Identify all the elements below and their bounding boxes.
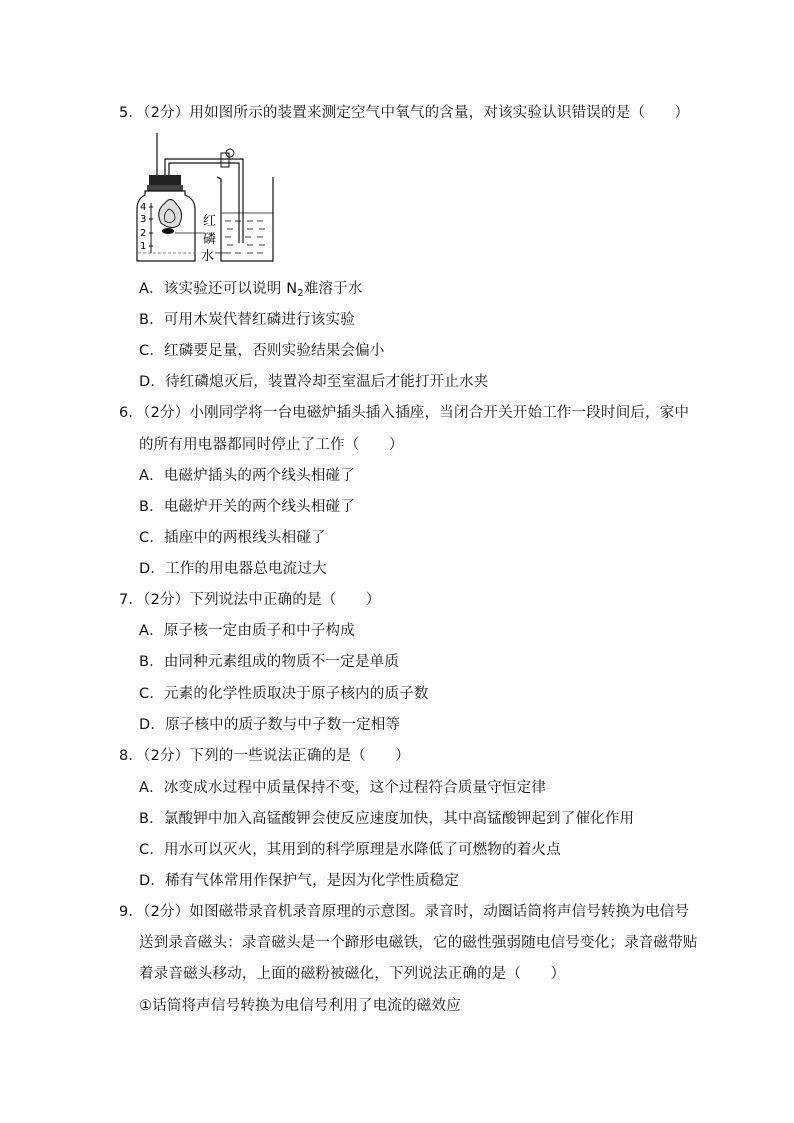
- question-6-stem-line2: 的所有用电器都同时停止了工作（ ）: [139, 437, 404, 453]
- scale-label-1: 1: [140, 241, 147, 252]
- question-6-option-d: D．工作的用电器总电流过大: [139, 561, 327, 577]
- oxygen-experiment-figure: [135, 133, 285, 268]
- question-6-stem: 6．（2分）小刚同学将一台电磁炉插头插入插座，当闭合开关开始工作一段时间后，家中: [119, 405, 690, 421]
- question-9-statement-1: ①话筒将声信号转换为电信号利用了电流的磁效应: [139, 998, 461, 1014]
- question-7-option-c: C．元素的化学性质取决于原子核内的质子数: [139, 686, 429, 702]
- question-6-option-b: B．电磁炉开关的两个线头相碰了: [139, 499, 355, 515]
- question-8-option-d: D．稀有气体常用作保护气，是因为化学性质稳定: [139, 873, 460, 889]
- question-8-option-a: A．冰变成水过程中质量保持不变，这个过程符合质量守恒定律: [139, 780, 547, 796]
- scale-label-2: 2: [140, 228, 147, 239]
- question-7-option-d: D．原子核中的质子数与中子数一定相等: [139, 717, 401, 733]
- question-6-option-c: C．插座中的两根线头相碰了: [139, 530, 326, 546]
- scale-label-4: 4: [140, 202, 147, 213]
- question-6-option-a: A．电磁炉插头的两个线头相碰了: [139, 468, 355, 484]
- label-red: 红: [203, 214, 217, 229]
- question-5-option-c: C．红磷要足量，否则实验结果会偏小: [139, 343, 385, 359]
- scale-label-3: 3: [140, 214, 147, 225]
- question-9-stem-line2: 送到录音磁头：录音磁头是一个蹄形电磁铁，它的磁性强弱随电信号变化；录音磁带贴: [139, 935, 698, 951]
- label-water: 水: [201, 249, 215, 264]
- question-8-option-b: B．氯酸钾中加入高锰酸钾会使反应速度加快，其中高锰酸钾起到了催化作用: [139, 811, 635, 827]
- question-5-option-a: A．该实验还可以说明 $N_2$难溶于水: [139, 281, 363, 299]
- question-8-stem: 8．（2分）下列的一些说法正确的是（ ）: [119, 748, 410, 764]
- question-7-option-b: B．由同种元素组成的物质不一定是单质: [139, 654, 400, 670]
- question-5-option-b: B．可用木炭代替红磷进行该实验: [139, 312, 355, 328]
- question-9-stem: 9．（2分）如图磁带录音机录音原理的示意图。录音时，动圈话筒将声信号转换为电信号: [119, 904, 690, 920]
- question-9-stem-line3: 着录音磁头移动，上面的磁粉被磁化，下列说法正确的是（ ）: [139, 966, 566, 982]
- question-5-option-d: D．待红磷熄灭后，装置冷却至室温后才能打开止水夹: [139, 374, 489, 390]
- label-phosphorus: 磷: [203, 232, 217, 247]
- question-5-stem: 5．（2分）用如图所示的装置来测定空气中氧气的含量，对该实验认识错误的是（ ）: [119, 105, 690, 121]
- question-7-stem: 7．（2分）下列说法中正确的是（ ）: [119, 592, 381, 608]
- question-7-option-a: A．原子核一定由质子和中子构成: [139, 623, 355, 639]
- question-8-option-c: C．用水可以灭火，其用到的科学原理是水降低了可燃物的着火点: [139, 842, 561, 858]
